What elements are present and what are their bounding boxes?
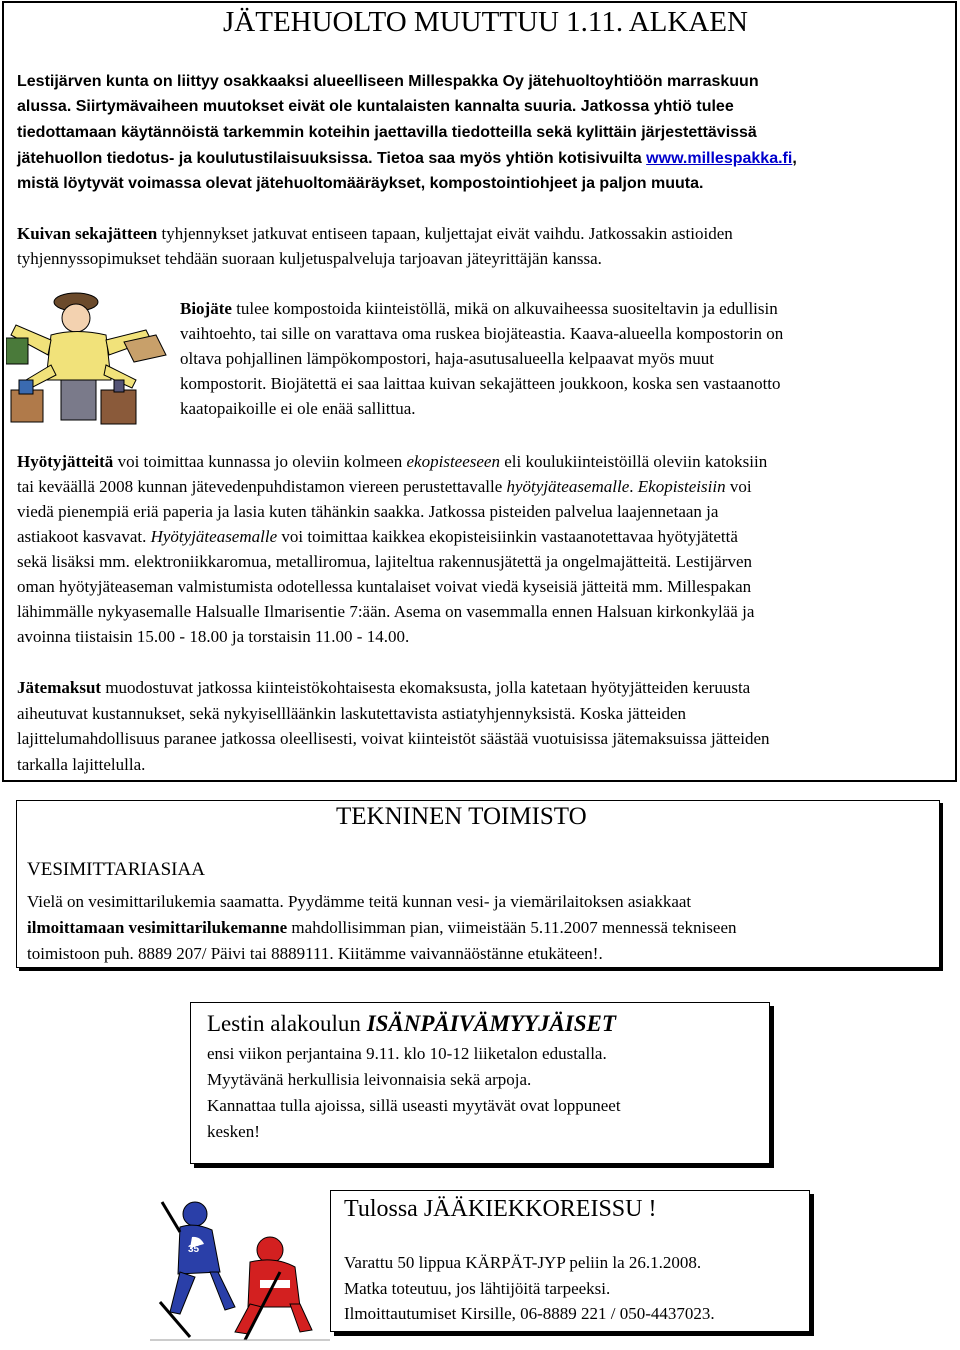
jaakiekko-title: Tulossa JÄÄKIEKKOREISSU ! [344,1196,657,1222]
article-title: JÄTEHUOLTO MUUTTUU 1.11. ALKAEN [223,6,748,38]
myyjaiset-line-4: kesken! [207,1122,260,1141]
hyoty-line-4: astiakoot kasvavat. Hyötyjäteasemalle voi toimittaa kaikkea ekopisteisiinkin vastaanotettavaa hyötyjätettä [17,527,738,546]
bio-line-4: kompostorit. Biojätettä ei saa laittaa kuivan sekajätteen joukkoon, koska sen vastaanotto [180,374,781,393]
hyoty-line-5: sekä lisäksi mm. elektroniikkaromua, metalliromua, lajiteltua rakennusjätettä ja ongelmajätteitä. Lestijärven [17,552,753,571]
hyoty-line-3: viedä pienempiä eriä paperia ja lasia kuten tähänkin saakka. Jatkossa pisteiden palvelua laajennetaan ja [17,502,719,521]
tekninen-line-3: toimistoon puh. 8889 207/ Päivi tai 8889111. Kiitämme vaivannäöstänne etukäteen!. [27,944,603,963]
intro-line-2: alussa. Siirtymävaiheen muutokset eivät ole kuntalaisten kannalta suuria. Jatkossa yhtiö tulee [17,98,734,115]
hyoty-line-6: oman hyötyjäteaseman valmistumista odotellessa kuntalaiset voivat viedä kyseisiä jätteitä mm. Millespakan [17,577,752,596]
recycling-person-illustration [6,280,171,430]
bio-line-3: oltava pohjallinen lämpökompostori, haja-asutusalueella kelpaavat myös muut [180,349,714,368]
hyoty-line-7: lähimmälle nykyasemalle Halsualle Ilmarisentie 7:ään. Asema on vasemmalla ennen Halsuan kirkonkylää ja [17,602,755,621]
tekninen-line-2: ilmoittamaan vesimittarilukemanne mahdollisimman pian, viimeistään 5.11.2007 mennessä tekniseen [27,918,737,937]
tekninen-line-1: Vielä on vesimittarilukemia saamatta. Pyydämme teitä kunnan vesi- ja viemärilaitoksen asiakkaat [27,892,692,911]
jaakiekko-line-3: Ilmoittautumiset Kirsille, 06-8889 221 / 050-4437023. [344,1304,715,1323]
kuiva-line-2: tyhjennyssopimukset tehdään suoraan kuljetuspalveluja tarjoavan jäteyrittäjän kanssa. [17,249,602,268]
jersey-number: 35 [188,1244,200,1255]
intro-line-3: tiedottamaan käytännöistä tarkemmin koteihin jaettavilla tiedotteilla sekä kylittäin järjestettävissä [17,124,757,141]
intro-line-4: jätehuollon tiedotus- ja koulutustilaisuuksissa. Tietoa saa myös yhtiön kotisivuilta www.millespakka.fi, [17,150,797,167]
myyjaiset-line-1: ensi viikon perjantaina 9.11. klo 10-12 liiketalon edustalla. [207,1044,607,1063]
intro-line-1: Lestijärven kunta on liittyy osakkaaksi alueelliseen Millespakka Oy jätehuoltoyhtiöön marraskuun [17,73,759,90]
bio-line-1: Biojäte tulee kompostoida kiinteistöllä, mikä on alkuvaiheessa suositeltavin ja edullisin [180,299,778,318]
myyjaiset-title: Lestin alakoulun ISÄNPÄIVÄMYYJÄISET [207,1011,616,1036]
hyoty-line-1: Hyötyjätteitä voi toimittaa kunnassa jo oleviin kolmeen ekopisteeseen eli koulukiinteistöillä oleviin katoksiin [17,452,768,471]
bio-line-5: kaatopaikoille ei ole enää sallittua. [180,399,416,418]
hyoty-line-8: avoinna tiistaisin 15.00 - 18.00 ja torstaisin 11.00 - 14.00. [17,627,410,646]
jaakiekko-line-1: Varattu 50 lippua KÄRPÄT-JYP peliin la 26.1.2008. [344,1253,702,1272]
maksu-line-4: tarkalla lajittelulla. [17,755,146,774]
vesimittari-subtitle: VESIMITTARIASIAA [27,859,205,880]
kuiva-line-1: Kuivan sekajätteen tyhjennykset jatkuvat entiseen tapaan, kuljettajat eivät vaihdu. Jatkossakin astioiden [17,224,733,243]
hockey-players-illustration [150,1192,330,1342]
myyjaiset-line-2: Myytävänä herkullisia leivonnaisia sekä arpoja. [207,1070,532,1089]
bio-line-2: vaihtoehto, tai sille on varattava oma ruskea biojäteastia. Kaava-alueella kompostorin on [180,324,784,343]
myyjaiset-line-3: Kannattaa tulla ajoissa, sillä useasti myytävät ovat loppuneet [207,1096,621,1115]
intro-line-5: mistä löytyvät voimassa olevat jätehuoltomääräykset, kompostointiohjeet ja paljon muuta. [17,175,704,192]
jaakiekko-line-2: Matka toteutuu, jos lähtijöitä tarpeeksi. [344,1279,611,1298]
millespakka-link[interactable]: www.millespakka.fi [646,150,793,167]
maksu-line-2: aiheutuvat kustannukset, sekä nykyisellläänkin laskutettavista astiatyhjennyksistä. Koska jätteiden [17,704,686,723]
maksu-line-1: Jätemaksut muodostuvat jatkossa kiinteistökohtaisesta ekomaksusta, jolla katetaan hyötyjätteiden keruusta [17,678,751,697]
hyoty-line-2: tai keväällä 2008 kunnan jätevedenpuhdistamon viereen perustettavalle hyötyjäteasemalle. Ekopisteisiin voi [17,477,752,496]
maksu-line-3: lajittelumahdollisuus paranee jatkossa oleellisesti, voivat kiinteistöt säästää vuotuisissa jätemaksuissa jätteiden [17,729,770,748]
tekninen-title: TEKNINEN TOIMISTO [336,803,587,830]
